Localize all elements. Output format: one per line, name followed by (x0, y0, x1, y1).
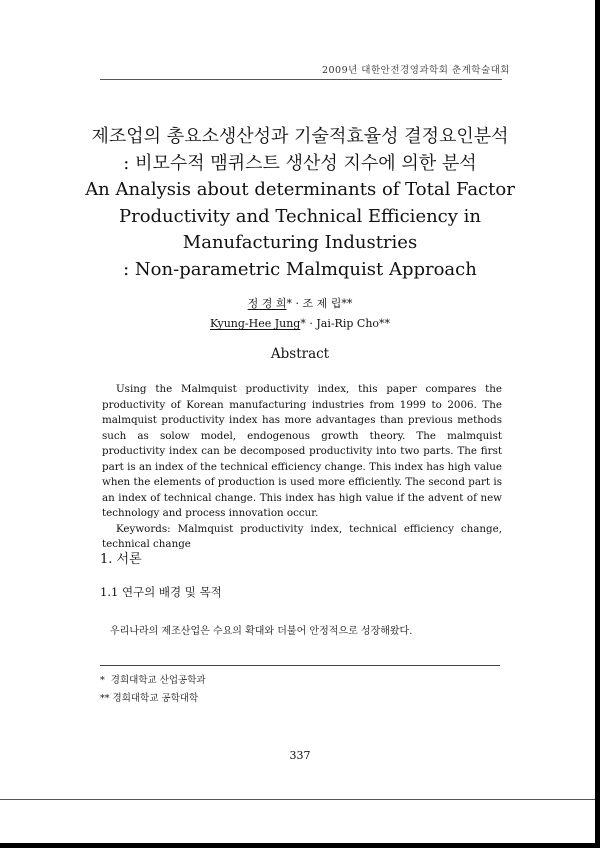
title-korean-line-2: : 비모수적 맴퀴스트 생산성 지수에 의한 분석 (123, 152, 477, 174)
title-korean-line-1: 제조업의 총요소생산성과 기술적효율성 결정요인분석 (91, 126, 509, 147)
author-mark-en-2: ** (379, 317, 391, 330)
author-name-korean-2: 조 제 립 (302, 297, 342, 310)
author-name-english-1: Kyung-Hee Jung (209, 317, 301, 330)
abstract-body (102, 382, 502, 553)
title-english-line-1: An Analysis about determinants of Total Factor (85, 179, 515, 200)
paper-title (40, 124, 560, 283)
header-rule (100, 79, 502, 80)
author-mark-en-1: * (300, 317, 306, 330)
author-separator-en: · (305, 317, 317, 330)
author-block (40, 294, 560, 334)
title-english-line-2: Productivity and Technical Efficiency in (118, 205, 482, 227)
subsection-heading: 1.1 연구의 배경 및 목적 (100, 585, 222, 599)
footnote-mark-2: ** (100, 693, 110, 704)
footnote-rule (100, 665, 500, 666)
title-english-line-4: : Non-parametric Malmquist Approach (123, 258, 477, 280)
authors-english (40, 314, 560, 334)
abstract-heading: Abstract (270, 346, 330, 362)
footer-rule (0, 799, 595, 800)
body-paragraph: 우리나라의 제조산업은 수요의 확대와 더불어 안정적으로 성장해왔다. (110, 626, 413, 637)
footnote-1 (100, 672, 206, 686)
page-number: 337 (289, 749, 311, 762)
author-name-english-2: Jai-Rip Cho (316, 317, 380, 330)
page-frame-right (595, 0, 600, 848)
title-english-line-3: Manufacturing Industries (182, 232, 418, 253)
keywords: Keywords: Malmquist productivity index, technical efficiency change, technical change (102, 522, 502, 550)
footnote-mark-1: * (100, 675, 105, 686)
author-mark-2: ** (341, 297, 353, 310)
section-heading: 1. 서론 (100, 552, 142, 567)
author-name-korean-1: 정 경 희 (247, 297, 287, 310)
author-separator: · (292, 297, 303, 310)
footnote-text-1: 경희대학교 산업공학과 (110, 675, 206, 686)
footnote-text-2: 경희대학교 공학대학 (112, 693, 199, 704)
conference-header: 2009년 대한안전경영과학회 춘계학술대회 (321, 65, 510, 76)
page-frame-bottom (0, 843, 600, 848)
footnote-2 (100, 690, 198, 704)
abstract-paragraph: Using the Malmquist productivity index, this paper compares the productivity of Korean manufacturing industries from 1999 to 2006. The malmquist productivity index has more advantages than previous methods such as solow model, endogenous growth theory. The malmquist productivity index can be decomposed productivity into two parts. The first part is an index of the technical efficiency change. This index has high value when the elements of production is used more efficiently. The second part is an index of technical change. This index has high value if the advent of new technology and process innovation occur. (102, 383, 502, 519)
authors-korean (40, 294, 560, 314)
author-mark-1: * (286, 297, 292, 310)
